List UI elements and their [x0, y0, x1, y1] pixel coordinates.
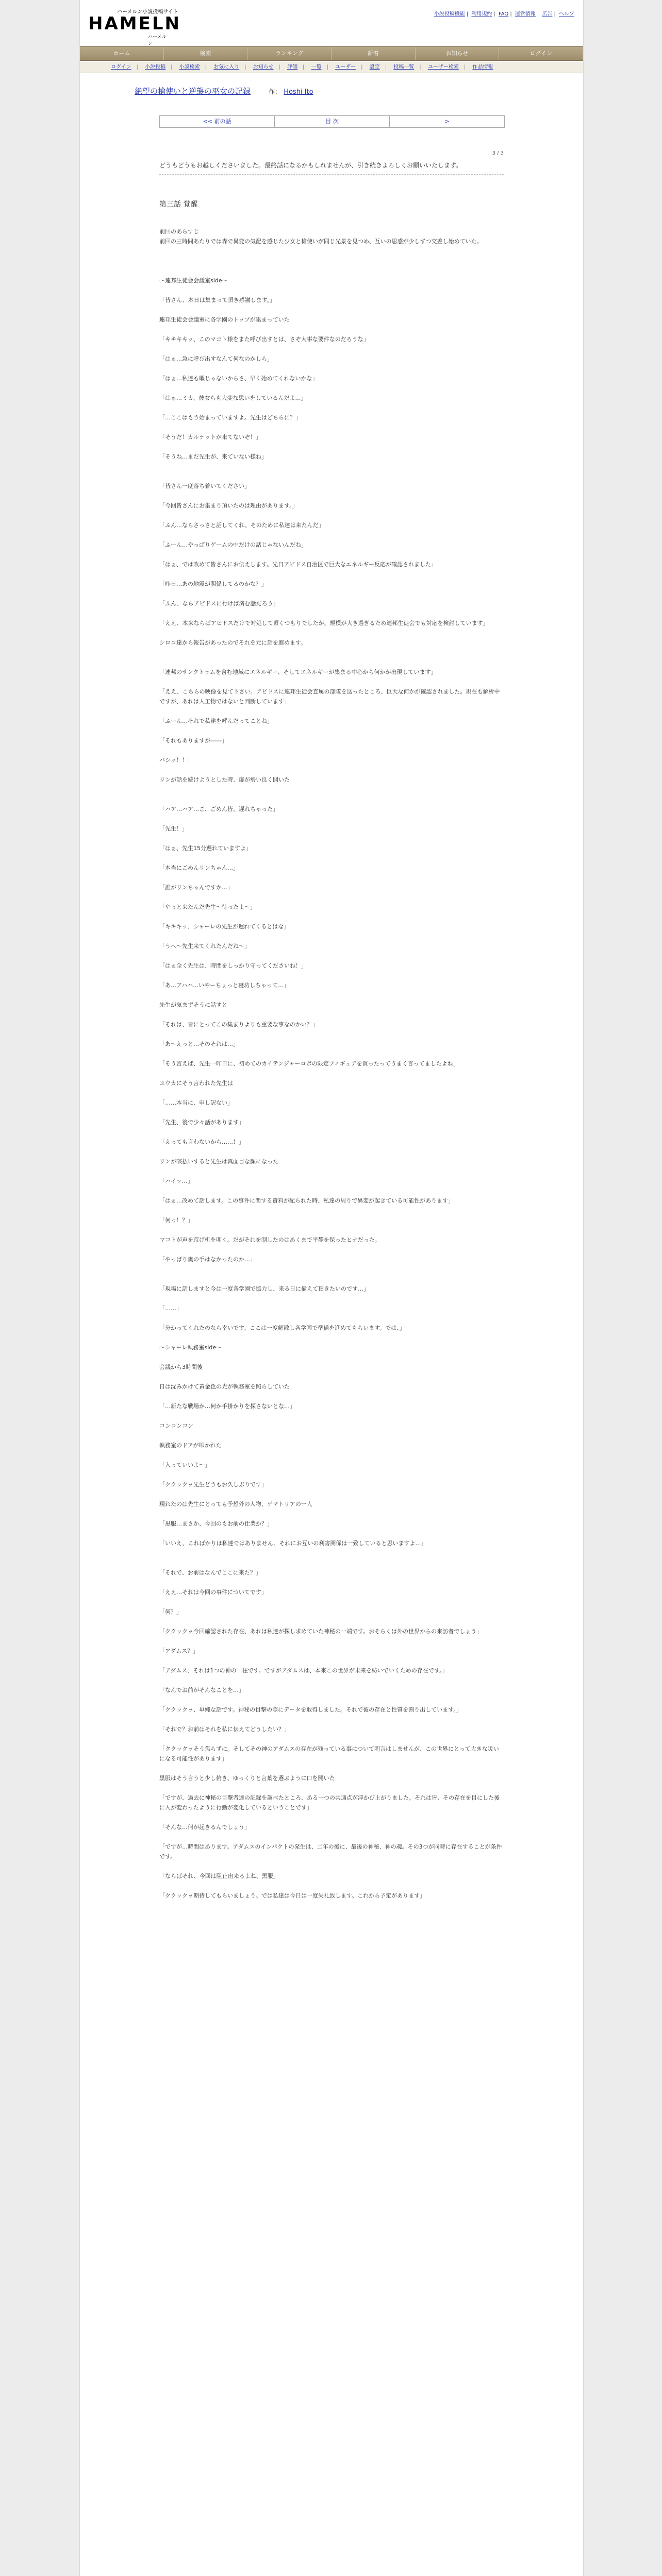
body-paragraph: [159, 1352, 504, 1362]
subnav-link[interactable]: 設定: [369, 64, 380, 70]
body-paragraph: [159, 1225, 504, 1235]
body-paragraph: [159, 951, 504, 961]
body-paragraph: [159, 1127, 504, 1137]
body-paragraph: [159, 325, 504, 334]
subnav-separator: |: [278, 64, 280, 70]
body-paragraph: [159, 706, 504, 716]
body-paragraph: バシッ！！！: [159, 757, 193, 764]
body-paragraph: 「あ〜えっと…そのそれは…」: [159, 1041, 239, 1047]
body-paragraph: 連邦生徒会会議室に各学園のトップが集まっていた: [159, 316, 290, 323]
body-paragraph: [159, 931, 504, 941]
body-paragraph: [159, 1069, 504, 1078]
body-paragraph: 「ククックッ今回確認された存在、あれは私達が探し求めていた神秘の一端です。おそらくは外の世界からの来訪者でしょう」: [159, 1628, 483, 1635]
body-paragraph: 「入っていいよ〜」: [159, 1462, 210, 1468]
chapter-title: 第三話 覚醒: [159, 200, 198, 209]
body-paragraph: [159, 403, 504, 413]
sub-nav: [80, 62, 583, 73]
body-paragraph: [159, 1049, 504, 1059]
body-paragraph: [159, 1656, 504, 1666]
body-paragraph: [159, 344, 504, 354]
body-paragraph: 「ふん、ならアビドスに行けば済む話だろう」: [159, 600, 279, 607]
body-paragraph: 「ええ、こちらの映像を見て下さい。アビドスに連邦生徒会直属の部隊を送ったところ、巨大な何かが確認されました。現在も解析中ですが、あれは人工物ではないと判断しています」: [159, 688, 500, 705]
body-paragraph: [159, 1881, 504, 1891]
body-paragraph: 「はぁ…改めて話します。この事件に関する資料が配られた時、私達の周りで異変が起きている可能性があります」: [159, 1197, 454, 1204]
body-paragraph: [159, 285, 504, 295]
nav-item-login[interactable]: ログイン: [499, 47, 583, 60]
body-paragraph: [159, 1108, 504, 1117]
body-paragraph: [159, 1245, 504, 1255]
body-paragraph: 「連邦のサンクトゥムを含む地域にエネルギー、そしてエネルギーが集まる中心から何かが出現しています」: [159, 669, 437, 675]
logo-wordmark: HAMELN: [88, 13, 181, 34]
body-paragraph: [159, 765, 504, 775]
subnav-link[interactable]: ログイン: [111, 64, 131, 70]
body-paragraph: 「アダムス、それは1つの神の一柱です。ですがアダムスは、本来この世界が未来を紡いでいくための存在です。」: [159, 1667, 448, 1674]
body-paragraph: 「やっぱり奥の手はなかったのか…」: [159, 1256, 256, 1263]
body-paragraph: 「それもありますが――」: [159, 737, 227, 744]
body-paragraph: [159, 657, 504, 667]
body-paragraph: 「……本当に、申し訳ない」: [159, 1099, 233, 1106]
body-paragraph: 「ええ…それは今回の事件についてです」: [159, 1589, 267, 1596]
body-paragraph: [159, 364, 504, 374]
body-paragraph: 「ええ、本来ならばアビドスだけで対処して頂くつもりでしたが、規模が大き過ぎるため連邦生徒会でも対応を検討しています」: [159, 620, 489, 626]
body-paragraph: 「ふーん…やっぱりゲームの中だけの話じゃないんだね」: [159, 541, 307, 548]
body-paragraph: 「先生！」: [159, 825, 188, 832]
body-paragraph: 「やっと来たんだ先生〜待ったよ〜」: [159, 904, 256, 910]
top-link[interactable]: 運営情報: [515, 11, 536, 17]
body-paragraph: 執務室のドアが叩かれた: [159, 1442, 222, 1449]
subnav-separator: |: [244, 64, 246, 70]
body-paragraph: [159, 1166, 504, 1176]
body-paragraph: 「黒服…まさか、今回のもお前の仕業か？」: [159, 1520, 273, 1527]
body-paragraph: 「ククックッ先生どうもお久しぶりです」: [159, 1481, 267, 1488]
body-paragraph: [159, 530, 504, 540]
logo-kana: ハーメルン: [148, 35, 167, 46]
body-paragraph: [159, 912, 504, 922]
body-paragraph: 「ククックッ期待してもらいましょう。では私達は今日は一度失礼致します。これから予定があります」: [159, 1892, 426, 1899]
body-paragraph: [159, 383, 504, 393]
body-paragraph: 「ふん…ならさっさと話してくれ。そのために私達は来たんだ」: [159, 522, 324, 529]
top-link[interactable]: 広告: [542, 11, 553, 17]
body-paragraph: 「ハア…ハア…ご、ごめん皆、遅れちゃった」: [159, 806, 278, 812]
body-paragraph: 前回のあらすじ: [159, 228, 199, 235]
body-paragraph: [159, 648, 504, 657]
body-paragraph: 「それは、皆にとってこの集まりよりも重要な事なのかい？」: [159, 1021, 318, 1028]
body-paragraph: [159, 1029, 504, 1039]
body-paragraph: 日は沈みかけて黄金色の光が執務室を照らしていた: [159, 1383, 290, 1390]
nav-item-search[interactable]: 検索: [164, 47, 248, 60]
body-paragraph: [159, 1431, 504, 1440]
body-paragraph: 「ですが、過去に神秘の目撃者達の記録を調べたところ、ある一つの共通点が浮かび上がりました。それは皆、その存在を目にした後に人が変わったように行動が変化しているということです」: [159, 1794, 500, 1811]
body-paragraph: 「昨日…あの地震が関係してるのかな？」: [159, 581, 267, 587]
body-paragraph: 「えっても言わないから……！」: [159, 1139, 244, 1145]
author-label: 作：: [269, 88, 282, 95]
body-paragraph: [159, 266, 504, 276]
body-paragraph: [159, 1832, 504, 1842]
body-paragraph: 「それで、お前はなんでここに来た？」: [159, 1569, 261, 1576]
page-container: [79, 0, 584, 2576]
body-paragraph: [159, 1578, 504, 1587]
body-paragraph: マコトが声を荒げ机を叩く。だがそれを制したのはあくまで平静を保ったヒナだった。: [159, 1236, 380, 1243]
body-paragraph: [159, 971, 504, 980]
subnav-link[interactable]: お知らせ: [253, 64, 274, 70]
subnav-separator: |: [303, 64, 305, 70]
body-paragraph: [159, 785, 504, 794]
body-paragraph: 「今回皆さんにお集まり頂いたのは理由があります。」: [159, 502, 298, 509]
body-paragraph: 「本当にごめんリンちゃん…」: [159, 865, 239, 871]
body-paragraph: [159, 1392, 504, 1401]
top-link[interactable]: FAQ: [498, 11, 509, 17]
body-paragraph: 「ふーん…それで私達を呼んだってことね」: [159, 718, 273, 724]
body-paragraph: [159, 1812, 504, 1822]
body-paragraph: [159, 1529, 504, 1538]
body-paragraph: [159, 1548, 504, 1558]
body-paragraph: [159, 990, 504, 1000]
body-paragraph: [159, 1675, 504, 1685]
body-paragraph: 「そうだ！カルテットが来てないぞ！」: [159, 434, 261, 440]
body-paragraph: 「ククックッそう焦らずに。そしてその神のアダムスの存在が残っている事について明言はしませんが、この世界にとって大きな災いになる可能性があります」: [159, 1745, 499, 1762]
subnav-separator: |: [171, 64, 173, 70]
body-paragraph: 「…ここはもう始まっていますよ。先生はどちらに？」: [159, 414, 301, 421]
body-paragraph: [159, 471, 504, 481]
body-paragraph: [159, 794, 504, 804]
body-paragraph: [159, 892, 504, 902]
body-paragraph: [159, 1764, 504, 1773]
body-paragraph: [159, 873, 504, 883]
preface-divider: [159, 174, 504, 175]
body-paragraph: [159, 677, 504, 687]
table-of-contents-link[interactable]: 目 次: [275, 116, 390, 127]
subnav-separator: |: [205, 64, 207, 70]
body-paragraph: 「あ…アハハ…いやーちょっと寝坊しちゃって…」: [159, 982, 290, 989]
subnav-link[interactable]: 評価: [287, 64, 298, 70]
body-paragraph: [159, 491, 504, 501]
body-paragraph: 「…新たな戦場か…何か手掛かりを探さないとな…」: [159, 1403, 295, 1410]
body-paragraph: 「皆さん、本日は集まって頂き感謝します。」: [159, 297, 276, 303]
body-paragraph: [159, 1861, 504, 1871]
body-paragraph: [159, 569, 504, 579]
body-paragraph: [159, 814, 504, 824]
subnav-separator: |: [136, 64, 138, 70]
subnav-link[interactable]: 一覧: [311, 64, 322, 70]
novel-header: [135, 86, 526, 96]
body-paragraph: 「そんな…何が起きるんでしょう」: [159, 1824, 250, 1831]
body-paragraph: [159, 1695, 504, 1705]
body-paragraph: 「うへ〜先生来てくれたんだね〜」: [159, 943, 250, 950]
nav-item-home[interactable]: ホーム: [80, 47, 164, 60]
body-paragraph: [159, 1617, 504, 1626]
prev-chapter-link[interactable]: << 前の話: [160, 116, 275, 127]
body-paragraph: 黒服はそう言うと少し俯き、ゆっくりと言葉を選ぶように口を開いた: [159, 1775, 335, 1782]
body-paragraph: ユウカにそう言われた先生は: [159, 1080, 233, 1087]
body-paragraph: [159, 1372, 504, 1382]
subnav-link[interactable]: ユーザー検索: [427, 64, 459, 70]
subnav-separator: |: [419, 64, 421, 70]
body-paragraph: [159, 1088, 504, 1098]
nav-item-news[interactable]: お知らせ: [416, 47, 500, 60]
top-link[interactable]: ヘルプ: [559, 11, 574, 17]
site-header: [80, 0, 583, 44]
body-paragraph: [159, 1010, 504, 1020]
chapter-progress: 3 / 3: [492, 150, 504, 156]
body-paragraph: 「ならばそれ、今回は阻止出来るよね、黒服」: [159, 1873, 279, 1879]
top-link[interactable]: 小説投稿機能: [434, 11, 465, 17]
body-paragraph: 「はぁ…ミカ、彼女らも大変な思いをしているんだよ…」: [159, 395, 307, 401]
body-paragraph: [159, 1333, 504, 1343]
body-paragraph: [159, 1734, 504, 1744]
body-paragraph: [159, 1636, 504, 1646]
body-paragraph: シロコ達から報告があったのでそれを元に話を進めます。: [159, 639, 307, 646]
body-paragraph: 「現場に話しますと今は一度各学園で協力し、来る日に備えて頂きたいのです…」: [159, 1285, 369, 1292]
body-paragraph: 「分かってくれたのなら幸いです。ここは一度解散し各学園で準備を進めてもらいます。では、」: [159, 1325, 405, 1331]
body-paragraph: [159, 1715, 504, 1724]
body-paragraph: 「なんでお前がそんなことを…」: [159, 1687, 244, 1693]
body-paragraph: [159, 726, 504, 736]
body-paragraph: 「何？」: [159, 1608, 182, 1615]
body-paragraph: [159, 745, 504, 755]
body-paragraph: [159, 1206, 504, 1215]
novel-title[interactable]: 絶望の槍使いと逆襲の巫女の記録: [135, 87, 251, 96]
body-paragraph: [159, 1558, 504, 1568]
body-paragraph: 先生が気まずそうに話すと: [159, 1002, 227, 1008]
body-paragraph: 「そうね…まだ先生が、来ていない様ね」: [159, 453, 267, 460]
body-paragraph: [159, 305, 504, 315]
nav-item-new[interactable]: 新着: [332, 47, 416, 60]
body-paragraph: 前回の三時間あたりでは森で異変の気配を感じた少女と槍使いが同じ光景を見つめ、互いの思惑が少しずつ交差し始めていた。: [159, 238, 483, 245]
body-paragraph: 「はぁ、では改めて皆さんにお伝えします。先日アビドス自治区で巨大なエネルギー反応が確認されました」: [159, 561, 437, 568]
body-paragraph: [159, 1450, 504, 1460]
body-paragraph: [159, 1264, 504, 1274]
chapter-body: [159, 227, 504, 1901]
subnav-link[interactable]: 小説検索: [179, 64, 200, 70]
subnav-link[interactable]: 作品情報: [472, 64, 493, 70]
body-paragraph: [159, 1294, 504, 1303]
body-paragraph: 「アダムス？」: [159, 1648, 199, 1654]
body-paragraph: [159, 511, 504, 520]
body-paragraph: [159, 1411, 504, 1421]
body-paragraph: 「はぁ…私達も暇じゃないからさ、早く始めてくれないかな」: [159, 375, 318, 382]
body-paragraph: 「いいえ、こればかりは私達ではありません。それにお互いの利害関係は一致していると思いますよ…」: [159, 1540, 427, 1547]
body-paragraph: 「誰がリンちゃんですか…」: [159, 884, 233, 891]
body-paragraph: リンが話を続けようとした時、扉が勢い良く開いた: [159, 776, 290, 783]
body-paragraph: 〜連邦生徒会会議室side〜: [159, 277, 228, 284]
site-logo[interactable]: [86, 3, 181, 46]
body-paragraph: 「そう言えば、先生一昨日に、初めてのカイテンジャーロボの限定フィギュアを買ったってうまく言ってましたよね」: [159, 1060, 459, 1067]
body-paragraph: [159, 589, 504, 599]
body-paragraph: [159, 834, 504, 843]
body-paragraph: 「ですが…時間はあります。アダムスのインパクトの発生は、二年の後に、最後の神秘、神の魂。その3つが同時に存在することが条件です。」: [159, 1843, 502, 1860]
body-paragraph: 「はぁ、先生15分遅れていますよ」: [159, 845, 252, 852]
body-paragraph: [159, 1186, 504, 1196]
body-paragraph: [159, 853, 504, 863]
body-paragraph: [159, 608, 504, 618]
body-paragraph: [159, 442, 504, 452]
chapter-preface: どうもどうもお越しくださいました。最終話になるかもしれませんが、引き続きよろしくお願いいたします。: [159, 162, 462, 169]
subnav-link[interactable]: 小説投稿: [145, 64, 166, 70]
body-paragraph: [159, 1274, 504, 1284]
body-paragraph: コンコンコン: [159, 1422, 193, 1429]
body-paragraph: [159, 628, 504, 638]
top-links: 小説投稿機能 | 利用規約 | FAQ | 運営情報 | 広告 | ヘルプ: [434, 11, 574, 17]
body-paragraph: [159, 1597, 504, 1607]
body-paragraph: 現れたのは先生にとっても予想外の人物、ゲマトリアの一人: [159, 1501, 312, 1507]
body-paragraph: 「何っ！？」: [159, 1217, 193, 1224]
subnav-link[interactable]: お気に入り: [213, 64, 240, 70]
body-paragraph: 「はぁ…急に呼び出すなんて何なのかしら」: [159, 355, 273, 362]
body-paragraph: 会議から3時間後: [159, 1364, 203, 1370]
body-paragraph: 「それで？お前はそれを私に伝えてどうしたい？」: [159, 1726, 290, 1733]
body-paragraph: [159, 422, 504, 432]
body-paragraph: [159, 1147, 504, 1157]
nav-item-ranking[interactable]: ランキング: [247, 47, 332, 60]
chapter-pager-top: [159, 115, 505, 128]
subnav-link[interactable]: 投稿一覧: [393, 64, 415, 70]
body-paragraph: 〜シャーレ執務室side〜: [159, 1344, 222, 1351]
body-paragraph: [159, 246, 504, 256]
body-paragraph: 「はぁ全く先生は、時間をしっかり守ってくださいね！」: [159, 962, 307, 969]
body-paragraph: [159, 550, 504, 560]
body-paragraph: 「……」: [159, 1305, 182, 1312]
subnav-separator: |: [326, 64, 328, 70]
body-paragraph: リンが咳払いすると先生は真面目な顔になった: [159, 1158, 278, 1165]
body-paragraph: 「ハイッ…」: [159, 1178, 193, 1184]
body-paragraph: 「キキキキッ、このマコト様をまた呼び出すとは、さぞ大事な要件なのだろうな」: [159, 336, 369, 343]
subnav-link[interactable]: ユーザー: [335, 64, 356, 70]
body-paragraph: [159, 1489, 504, 1499]
body-paragraph: [159, 1313, 504, 1323]
body-paragraph: 「先生、後で少々話があります」: [159, 1119, 244, 1126]
subnav-separator: |: [385, 64, 387, 70]
body-paragraph: 「皆さん一度落ち着いてください」: [159, 483, 250, 489]
body-paragraph: [159, 1783, 504, 1793]
body-paragraph: [159, 1470, 504, 1480]
body-paragraph: [159, 462, 504, 471]
body-paragraph: [159, 1509, 504, 1519]
body-paragraph: 「キキキッ、シャーレの先生が遅れてくるとはな」: [159, 923, 290, 930]
body-paragraph: [159, 256, 504, 266]
next-chapter-link[interactable]: >: [444, 118, 450, 125]
subnav-separator: |: [361, 64, 363, 70]
subnav-separator: |: [464, 64, 466, 70]
body-paragraph: 「ククックッ、単純な話です。神秘の目撃の際にデータを取得しました。それで彼の存在と性質を割り出しています。」: [159, 1706, 462, 1713]
main-nav: [80, 46, 583, 61]
logo-subtitle: ハーメルン小説投稿サイト: [117, 9, 178, 15]
top-link[interactable]: 利用規約: [471, 11, 492, 17]
author-name[interactable]: Hoshi Ito: [284, 88, 313, 96]
